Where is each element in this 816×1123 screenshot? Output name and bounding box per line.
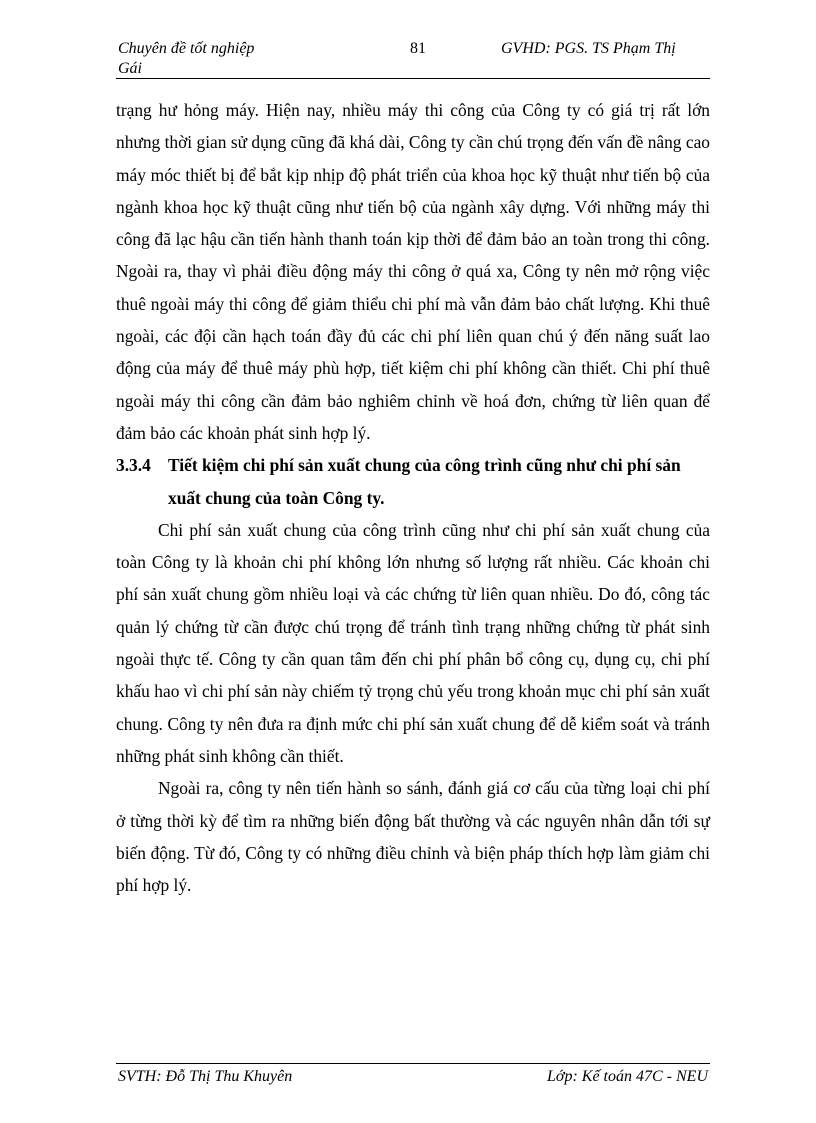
document-body xyxy=(116,94,710,901)
paragraph-general-costs: Chi phí sản xuất chung của công trình cũng như chi phí sản xuất chung của toàn Công ty là khoản chi phí không lớn nhưng số lượng rất nhiều. Các khoản chi phí sản xuất chung gồm nhiều loại và các chứng từ liên quan nhiều. Do đó, công tác quản lý chứng từ cần được chú trọng để tránh tình trạng những chứng từ phát sinh ngoài thực tế. Công ty cần quan tâm đến chi phí phân bổ công cụ, dụng cụ, chi phí khấu hao vì chi phí sản này chiếm tỷ trọng chủ yếu trong khoản mục chi phí sản xuất chung. Công ty nên đưa ra định mức chi phí sản xuất chung để dễ kiểm soát và tránh những phát sinh không cần thiết. xyxy=(116,519,710,766)
section-heading xyxy=(116,449,710,514)
section-number: 3.3.4 xyxy=(116,455,151,476)
paragraph-comparison: Ngoài ra, công ty nên tiến hành so sánh, đánh giá cơ cấu của từng loại chi phí ở từng thời kỳ để tìm ra những biến động bất thường và các nguyên nhân dẫn tới sự biến động. Từ đó, Công ty có những điều chỉnh và biện pháp thích hợp làm giảm chi phí hợp lý. xyxy=(116,778,710,896)
paragraph-machinery: trạng hư hỏng máy. Hiện nay, nhiều máy thi công của Công ty có giá trị rất lớn nhưng thời gian sử dụng cũng đã khá dài, Công ty cần chú trọng đến vấn đề nâng cao máy móc thiết bị để bắt kịp nhịp độ phát triển của khoa học kỹ thuật như tiến bộ của ngành khoa học kỹ thuật cũng như tiến bộ của ngành xây dựng. Với những máy thi công đã lạc hậu cần tiến hành thanh toán kịp thời để đảm bảo an toàn trong thi công. Ngoài ra, thay vì phải điều động máy thi công ở quá xa, Công ty nên mở rộng việc thuê ngoài máy thi công để giảm thiểu chi phí mà vẫn đảm bảo chất lượng. Khi thuê ngoài, các đội cần hạch toán đầy đủ các chi phí liên quan chú ý đến năng suất lao động của máy để thuê máy phù hợp, tiết kiệm chi phí không cần thiết. Chi phí thuê ngoài máy thi công cần đảm bảo nghiêm chỉnh về hoá đơn, chứng từ liên quan để đảm bảo các khoản phát sinh hợp lý. xyxy=(116,100,710,443)
page-header xyxy=(116,38,710,79)
header-report-type: Chuyên đề tốt nghiệp xyxy=(118,40,255,57)
footer-student: SVTH: Đỗ Thị Thu Khuyên xyxy=(118,1068,293,1085)
section-title: Tiết kiệm chi phí sản xuất chung của công trình cũng như chi phí sản xuất chung của toàn Công ty. xyxy=(168,455,681,508)
footer-class: Lớp: Kế toán 47C - NEU xyxy=(547,1068,708,1085)
page-footer xyxy=(116,1063,710,1090)
header-supervisor-continuation: Gái xyxy=(118,60,142,77)
page-number: 81 xyxy=(410,40,426,57)
header-supervisor: GVHD: PGS. TS Phạm Thị xyxy=(501,40,676,57)
